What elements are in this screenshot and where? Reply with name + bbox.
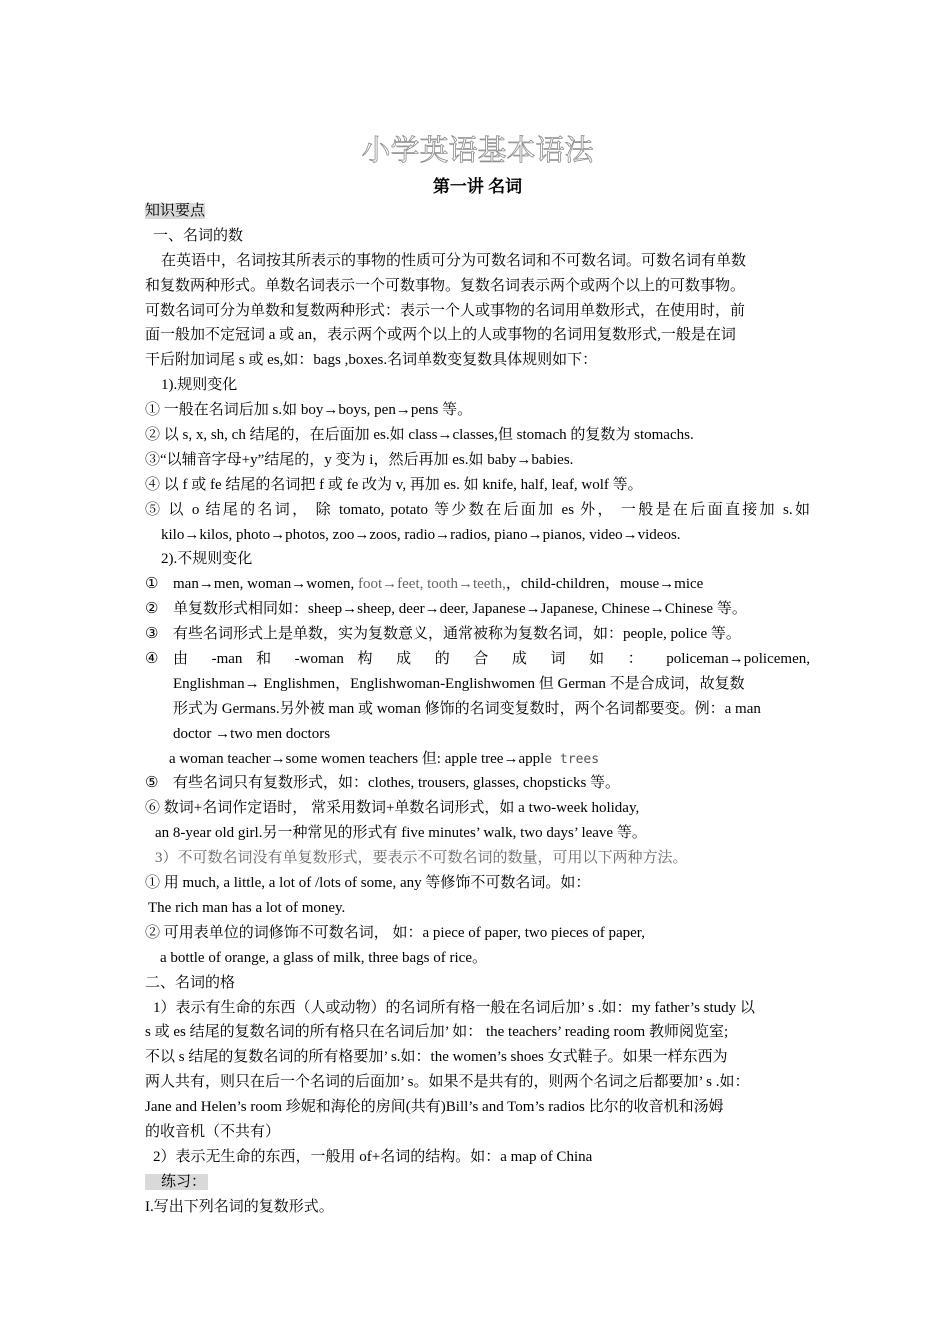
rule-line: ① 一般在名词后加 s.如 boy→boys, pen→pens 等。 [145, 402, 473, 419]
paragraph-line: 在英语中，名词按其所表示的事物的性质可分为可数名词和不可数名词。可数名词有单数 [161, 252, 747, 269]
irregular-item-4-line: a woman teacher→some women teachers 但: apple tree→apple trees [169, 750, 600, 767]
possessive-line: 2）表示无生命的东西，一般用 of+名词的结构。如：a map of China [153, 1148, 593, 1165]
exercise-instruction: I.写出下列名词的复数形式。 [145, 1198, 334, 1215]
irregular-item-3: ③ 有些名词形式上是单数，实为复数意义，通常被称为复数名词，如：people, police 等。 [145, 626, 741, 643]
irregular-item-6: ⑥ 数词+名词作定语时， 常采用数词+单数名词形式，如 a two-week holiday, [145, 800, 640, 817]
paragraph-line: 和复数两种形式。单数名词表示一个可数事物。复数名词表示两个或两个以上的可数事物。 [145, 277, 746, 294]
paragraph-line: 干后附加词尾 s 或 es,如：bags ,boxes.名词单数变复数具体规则如下： [145, 352, 598, 369]
uncountable-heading: 3）不可数名词没有单复数形式，要表示不可数名词的数量，可用以下两种方法。 [155, 850, 688, 867]
rule-line: ⑤ 以 o 结尾的名词， 除 tomato, potato 等少数在后面加 es 外， 一般是在后面直接加 s.如 [145, 501, 810, 518]
uncountable-line: a bottle of orange, a glass of milk, three bags of rice。 [160, 949, 487, 966]
irregular-item-4-line: 形式为 Germans.另外被 man 或 woman 修饰的名词变复数时，两个名词都要变。例：a man [173, 700, 761, 717]
rule-line: ③“以辅音字母+y”结尾的，y 变为 i，然后再加 es.如 baby→babies. [145, 451, 574, 468]
document-title: 小学英语基本语法 [361, 133, 594, 167]
irregular-item-6-line: an 8-year old girl.另一种常见的形式有 five minutes’ walk, two days’ leave 等。 [155, 825, 647, 842]
irregular-item-4: ④ 由 -man 和 -woman 构 成 的 合 成 词 如 ： policeman→policemen, [145, 651, 810, 668]
uncountable-line: The rich man has a lot of money. [148, 899, 346, 916]
exercise-label: 练习： [145, 1174, 208, 1190]
heading-noun-number: 一、名词的数 [153, 227, 244, 244]
irregular-item-4-line: doctor →two men doctors [173, 725, 331, 742]
rule-line: ④ 以 f 或 fe 结尾的名词把 f 或 fe 改为 v, 再加 es. 如 knife, half, leaf, wolf 等。 [145, 476, 643, 493]
possessive-line: 两人共有，则只在后一个名词的后面加’ s。如果不是共有的，则两个名词之后都要加’ s .如： [145, 1074, 750, 1091]
uncountable-line: ② 可用表单位的词修饰不可数名词， 如：a piece of paper, two pieces of paper, [145, 924, 645, 941]
possessive-heading: 二、名词的格 [145, 974, 236, 991]
subheading-regular: 1).规则变化 [161, 377, 238, 394]
rule-line: kilo→kilos, photo→photos, zoo→zoos, radio→radios, piano→pianos, video→videos. [161, 526, 681, 543]
uncountable-line: ① 用 much, a little, a lot of /lots of some, any 等修饰不可数名词。如： [145, 875, 591, 892]
irregular-item-2: ② 单复数形式相同如：sheep→sheep, deer→deer, Japanese→Japanese, Chinese→Chinese 等。 [145, 601, 747, 618]
paragraph-line: 面一般加不定冠词 a 或 an，表示两个或两个以上的人或事物的名词用复数形式,一般是在词 [145, 327, 736, 344]
possessive-line: Jane and Helen’s room 珍妮和海伦的房间(共有)Bill’s and Tom’s radios 比尔的收音机和汤姆 [145, 1099, 724, 1116]
possessive-line: 1）表示有生命的东西（人或动物）的名词所有格一般在名词后加’ s .如：my father’s study 以 [153, 999, 755, 1016]
rule-line: ② 以 s, x, sh, ch 结尾的，在后面加 es.如 class→classes,但 stomach 的复数为 stomachs. [145, 427, 694, 444]
subheading-irregular: 2).不规则变化 [161, 551, 253, 568]
possessive-line: 不以 s 结尾的复数名词的所有格要加’ s.如：the women’s shoes 女式鞋子。如果一样东西为 [145, 1049, 728, 1066]
possessive-line: s 或 es 结尾的复数名词的所有格只在名词后加’ 如： the teachers’ reading room 教师阅览室; [145, 1024, 729, 1041]
possessive-line: 的收音机（不共有） [145, 1123, 281, 1140]
section-label: 知识要点 [145, 203, 206, 219]
irregular-item-1: ① man→men, woman→women, foot→feet, tooth→teeth,，child-children，mouse→mice [145, 576, 704, 593]
irregular-item-5: ⑤ 有些名词只有复数形式，如：clothes, trousers, glasses, chopsticks 等。 [145, 775, 621, 792]
paragraph-line: 可数名词可分为单数和复数两种形式：表示一个人或事物的名词用单数形式，在使用时，前 [145, 302, 746, 319]
document-body [145, 199, 810, 1220]
lecture-title: 第一讲 名词 [432, 177, 523, 196]
irregular-item-4-line: Englishman→ Englishmen，Englishwoman-Englishwomen 但 German 不是合成词，故复数 [173, 675, 745, 692]
